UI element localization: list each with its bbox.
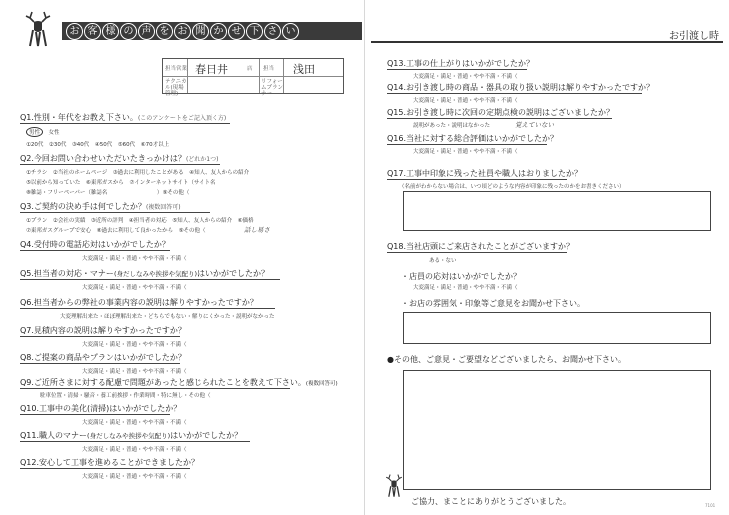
staff-box <box>162 58 344 97</box>
q8-underline <box>20 363 180 364</box>
q12-text: Q12.安心して工事を進めることができましたか？ <box>20 458 200 467</box>
q1-gender: 男性 女性 <box>26 127 60 137</box>
shop-staff-question: ・店員の応対はいかがでしたか？ <box>401 272 521 281</box>
shop-staff-rating: 大変満足・満足・普通・やや不満・不満（ <box>413 285 518 291</box>
deer-logo-icon <box>18 8 58 48</box>
person-label: 担当 <box>263 66 275 72</box>
q15-underline <box>387 118 612 119</box>
q3-underline <box>20 212 210 213</box>
title-char: 様 <box>102 23 119 40</box>
reform-label: リフォームプランナー <box>261 79 284 97</box>
q11-text: Q11.職人のマナー(身だしなみや挨拶や気配り)はいかがでしたか？ <box>20 431 243 440</box>
title-char: か <box>210 23 227 40</box>
q1-underline <box>20 123 230 124</box>
q9-options: 駐車位置・清掃・騒音・養工前挨拶・作業時間・特に無し・その他（ <box>40 393 211 399</box>
form-code: 7101 <box>705 503 716 508</box>
q17-underline <box>387 179 567 180</box>
q10-rating: 大変満足・満足・普通・やや不満・不満（ <box>82 420 187 426</box>
title-char: の <box>120 23 137 40</box>
q7-underline <box>20 336 180 337</box>
q11-rating: 大変満足・満足・普通・やや不満・不満（ <box>82 447 187 453</box>
sales-name: 春日井 <box>195 63 228 76</box>
title-char: 声 <box>138 23 155 40</box>
q1-text: Q1.性別・年代をお教え下さい。(このアンケートをご記入頂く方) <box>20 113 227 122</box>
q7-text: Q7.見積内容の説明は解りやすかったですか？ <box>20 326 186 335</box>
q4-text: Q4.受付時の電話応対はいかがでしたか？ <box>20 240 170 249</box>
shop-comment-box[interactable] <box>403 312 711 344</box>
q4-rating: 大変満足・満足・普通・やや不満・不満（ <box>82 256 187 262</box>
q5-rating: 大変満足・満足・普通・やや不満・不満（ <box>82 285 187 291</box>
title-char: せ <box>228 23 245 40</box>
staff-divider <box>259 59 260 93</box>
title-char: お <box>66 23 83 40</box>
q2-options-3: ⑧雑誌・フリーペーパー（雑誌名 ）⑨その他（ <box>26 190 190 196</box>
store-label: 店 <box>247 66 253 72</box>
shop-atmosphere-question: ・お店の雰囲気・印象等ご意見をお聞かせ下さい。 <box>401 299 585 308</box>
q9-text: Q9.ご近所さまに対する配慮で問題があったと感じられたことを教えて下さい。(複数回答可) <box>20 378 338 387</box>
q6-options: 大変理解出来た・ほぼ理解出来た・どちらでもない・解りにくかった・説明がなかった <box>60 314 275 320</box>
sales-label: 担当営業 <box>165 66 188 72</box>
q6-text: Q6.担当者からの弊社の事業内容の説明は解りやすかったですか？ <box>20 298 258 307</box>
title-char: 客 <box>84 23 101 40</box>
q3-options-2: ⑦東邦ガスグループで安心 ⑧過去に利用して良かったから ⑨その他（ <box>26 228 206 234</box>
q16-underline <box>387 144 547 145</box>
q14-text: Q14.お引き渡し時の商品・器具の取り扱い説明は解りやすかったですか？ <box>387 83 655 92</box>
staff-divider <box>187 59 188 93</box>
right-page <box>365 0 729 515</box>
q18-underline <box>387 252 567 253</box>
other-comments-text: ●その他、ご意見・ご要望などございましたら、お聞かせ下さい。 <box>387 355 626 364</box>
q15-options: 説明があった・説明はなかった <box>413 123 490 129</box>
q16-text: Q16.当社に対する総合評価はいかがでしたか？ <box>387 134 559 143</box>
q3-options-1: ①プラン ②会社の実績 ③近所の評判 ④担当者の対応 ⑤知人、友人からの紹介 ⑥価格 <box>26 218 254 224</box>
survey-title-bar <box>62 22 362 40</box>
q14-rating: 大変満足・満足・普通・やや不満・不満（ <box>413 98 518 104</box>
q15-text: Q15.お引き渡し時に次回の定期点検の説明はございましたか？ <box>387 108 615 117</box>
staff-divider <box>163 76 343 77</box>
q8-text: Q8.ご提案の商品やプランはいかがでしたか？ <box>20 353 186 362</box>
q2-text: Q2.今回お問い合わせいただいたきっかけは？(どれか1つ) <box>20 154 219 163</box>
tech-label: テクニカル(現場管理) <box>165 79 187 97</box>
q12-underline <box>20 468 190 469</box>
q5-underline <box>20 279 280 280</box>
title-char: を <box>156 23 173 40</box>
person-name: 浅田 <box>293 63 315 76</box>
q6-underline <box>20 308 275 309</box>
q3-text: Q3.ご契約の決め手は何でしたか？(複数回答可) <box>20 202 181 211</box>
handover-title: お引渡し時 <box>669 31 719 42</box>
q5-text: Q5.担当者の対応・マナー(身だしなみや挨拶や気配り)はいかがでしたか？ <box>20 269 270 278</box>
handover-title-bar <box>371 27 723 43</box>
q14-underline <box>387 93 642 94</box>
q13-rating: 大変満足・満足・普通・やや不満・不満（ <box>413 74 518 80</box>
q18-options: ある・ない <box>429 258 457 264</box>
q13-underline <box>387 69 527 70</box>
q11-underline <box>20 441 250 442</box>
title-char: お <box>174 23 191 40</box>
q9-underline <box>20 388 290 389</box>
q2-options-1: ①チラシ ②当社のホームページ ③過去に利用したことがある ④知人、友人からの紹介 <box>26 170 250 176</box>
staff-divider <box>283 59 284 93</box>
title-char: 聞 <box>192 23 209 40</box>
q4-underline <box>20 250 170 251</box>
q17-answer-box[interactable] <box>403 191 711 231</box>
q7-rating: 大変満足・満足・普通・やや不満・不満（ <box>82 342 187 348</box>
q16-rating: 大変満足・満足・普通・やや不満・不満（ <box>413 149 518 155</box>
other-comments-box[interactable] <box>403 370 711 490</box>
q10-text: Q10.工事中の美化(清掃)はいかがでしたか？ <box>20 404 182 413</box>
q8-rating: 大変満足・満足・普通・やや不満・不満（ <box>82 369 187 375</box>
q2-options-2: ⑤以前から知っていた ⑥東邦ガスから ⑦インターネットサイト（サイト名 <box>26 180 216 186</box>
q18-text: Q18.当社店頭にご来店されたことがございますか？ <box>387 242 575 251</box>
left-page <box>0 0 364 515</box>
q15-handwritten: 覚えていない <box>515 121 554 129</box>
q1-age: ①20代 ②30代 ③40代 ④50代 ⑤60代 ⑥70才以上 <box>26 142 170 148</box>
q3-handwritten: 話し易さ <box>244 226 270 234</box>
title-char: い <box>282 23 299 40</box>
thanks-message: ご協力、まことにありがとうございました。 <box>411 497 571 506</box>
title-char: さ <box>264 23 281 40</box>
q17-note: （名前がわからない場合は、いつ頃どのような内容が印象に残ったのかをお書きください） <box>399 184 625 190</box>
q10-underline <box>20 414 170 415</box>
q12-rating: 大変満足・満足・普通・やや不満・不満（ <box>82 474 187 480</box>
title-char: 下 <box>246 23 263 40</box>
q13-text: Q13.工事の仕上がりはいかがでしたか？ <box>387 59 535 68</box>
q17-text: Q17.工事中印象に残った社員や職人はおりましたか？ <box>387 169 583 178</box>
deer-logo-icon <box>381 470 407 500</box>
q2-underline <box>20 164 220 165</box>
